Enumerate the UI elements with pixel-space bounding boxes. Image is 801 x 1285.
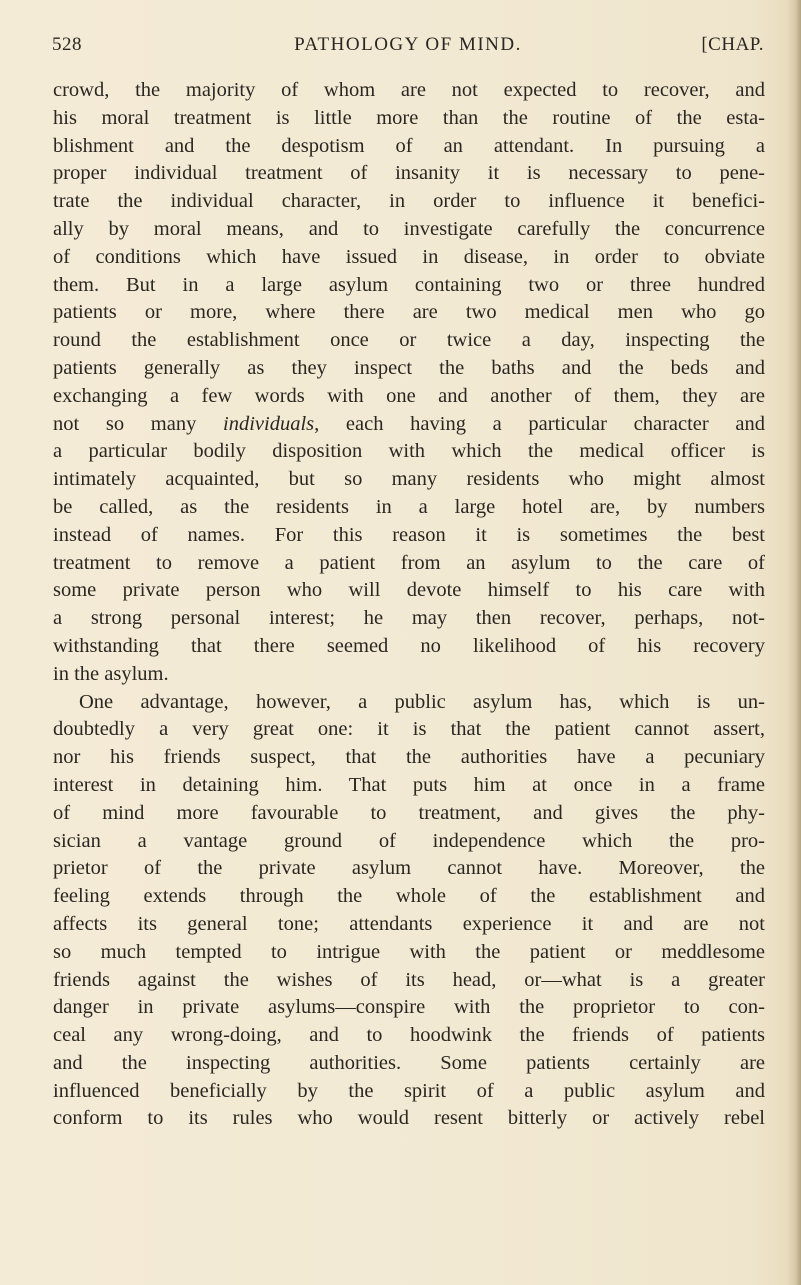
text-line: in the asylum. [53,662,169,685]
text-line: them. But in a large asylum containing two or three hundred [53,273,765,296]
text-line: feeling extends through the whole of the establishment and [53,885,765,908]
text-line: of mind more favourable to treatment, and gives the phy- [53,801,765,824]
text-line: ally by moral means, and to investigate carefully the concurrence [53,217,765,240]
text-line: affects its general tone; attendants experience it and are not [53,912,765,935]
page-header [52,34,764,64]
text-line: friends against the wishes of its head, or—what is a greater [53,968,765,991]
text-line: blishment and the despotism of an attendant. In pursuing a [53,134,765,157]
text-line: sician a vantage ground of independence which the pro- [53,829,765,852]
text-line: treatment to remove a patient from an asylum to the care of [53,551,765,574]
text-line: exchanging a few words with one and another of them, they are [53,384,765,407]
paragraph-2 [53,689,765,1134]
text-line: instead of names. For this reason it is sometimes the best [53,523,765,546]
text-line: of conditions which have issued in disease, in order to obviate [53,245,765,268]
text-line: a particular bodily disposition with which the medical officer is [53,440,765,463]
text-line: so much tempted to intrigue with the patient or meddlesome [53,940,765,963]
text-line: withstanding that there seemed no likelihood of his recovery [53,634,765,657]
body-text [53,77,765,1133]
text-line: crowd, the majority of whom are not expected to recover, and [53,79,765,101]
page-edge-shadow [787,0,801,1285]
text-line: One advantage, however, a public asylum has, which is un- [79,690,765,713]
running-title: PATHOLOGY OF MIND. [294,34,522,55]
text-line: and the inspecting authorities. Some patients certainly are [53,1051,765,1074]
text-line: prietor of the private asylum cannot have. Moreover, the [53,857,765,880]
text-line: patients generally as they inspect the baths and the beds and [53,356,765,379]
page-number: 528 [52,34,82,55]
text-line: danger in private asylums—conspire with the proprietor to con- [53,996,765,1019]
text-line: some private person who will devote himself to his care with [53,579,765,602]
text-line: patients or more, where there are two medical men who go [53,301,765,324]
text-line: his moral treatment is little more than the routine of the esta- [53,106,765,129]
text-line: be called, as the residents in a large hotel are, by numbers [53,495,765,518]
text-line: conform to its rules who would resent bitterly or actively rebel [53,1107,765,1130]
text-line: intimately acquainted, but so many residents who might almost [53,468,765,491]
text-line: proper individual treatment of insanity it is necessary to pene- [53,162,765,185]
text-line: doubtedly a very great one: it is that the patient cannot assert, [53,718,765,741]
emphasized-word: individuals [223,412,315,435]
text-line: influenced beneficially by the spirit of a public asylum and [53,1079,765,1102]
paragraph-1 [53,77,765,689]
chapter-tag: [CHAP. [701,34,764,55]
text-line: interest in detaining him. That puts him at once in a frame [53,773,765,796]
text-line: trate the individual character, in order to influence it benefici- [53,190,765,213]
text-line: not so many individuals, each having a particular character and [53,412,765,435]
text-line: nor his friends suspect, that the authorities have a pecuniary [53,746,765,769]
text-line: a strong personal interest; he may then recover, perhaps, not- [53,607,765,630]
text-line: round the establishment once or twice a day, inspecting the [53,329,765,352]
text-line: ceal any wrong-doing, and to hoodwink the friends of patients [53,1024,765,1047]
